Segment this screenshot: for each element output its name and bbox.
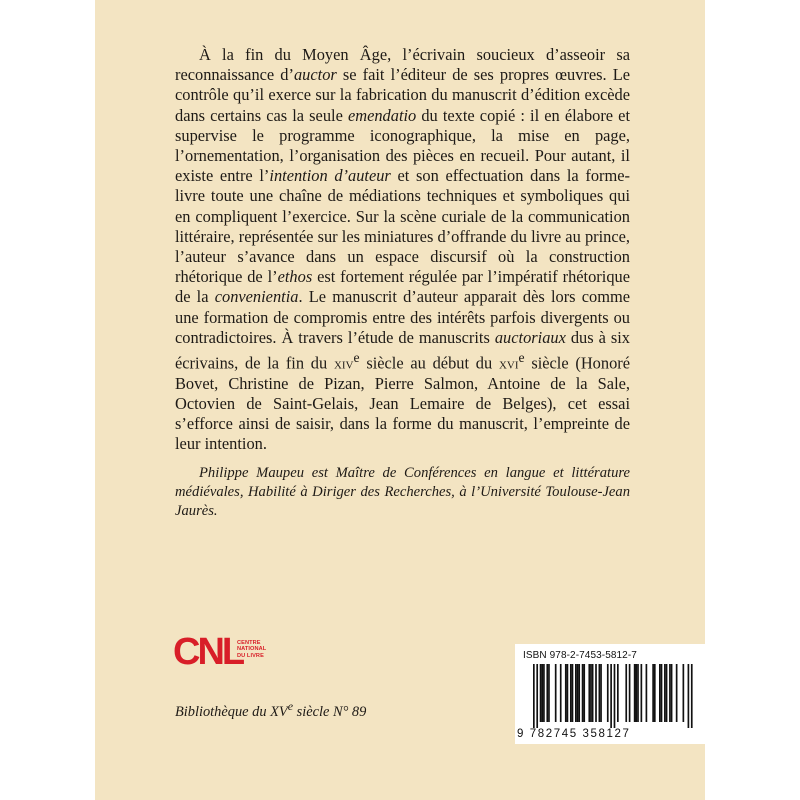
cnl-logo-line: CENTRE bbox=[237, 640, 261, 646]
ean-number: 9 782745 358127 bbox=[517, 728, 631, 740]
barcode-bar bbox=[635, 664, 637, 722]
series-number: siècle N° 89 bbox=[293, 703, 367, 720]
cnl-logo-caption bbox=[237, 640, 277, 659]
barcode-bar bbox=[654, 664, 656, 722]
cnl-logo-mark: CNL bbox=[173, 631, 243, 673]
barcode-bar bbox=[575, 664, 577, 722]
blurb-italic-term: emendatio bbox=[347, 105, 417, 125]
barcode-bar bbox=[578, 664, 580, 722]
barcode-bar bbox=[595, 664, 597, 722]
blurb-italic-term: ethos bbox=[277, 267, 313, 287]
barcode-bar bbox=[583, 664, 585, 722]
blurb-italic-term: auctor bbox=[293, 65, 337, 85]
blurb-text: À la fin du Moyen Âge, l’écrivain soucieux d’asseoir sa reconnaissance d’ bbox=[175, 45, 630, 85]
barcode-bar bbox=[676, 664, 678, 722]
barcode-bar bbox=[652, 664, 654, 722]
barcode-bar bbox=[607, 664, 609, 722]
century-numeral: xiv bbox=[333, 353, 354, 373]
author-bio-text: Philippe Maupeu est Maître de Conférences en langue et littérature médiévales, Habilité à Diriger des Recherches, à l’Université Toulouse-Jean Jaurès. bbox=[175, 465, 630, 519]
book-back-cover bbox=[95, 0, 705, 800]
isbn-number: ISBN 978-2-7453-5812-7 bbox=[523, 650, 637, 661]
barcode-bar bbox=[664, 664, 666, 722]
barcode-bar bbox=[582, 664, 584, 722]
blurb-text: du texte copié : il en élabore et supervise le programme iconographique, la mise en page, l’ornementation, l’organisation des pièces en recueil. Pour autant, il existe entre l’ bbox=[175, 105, 630, 186]
century-superscript: e bbox=[353, 350, 360, 366]
barcode-bar bbox=[533, 664, 535, 728]
blurb-text: . Le manuscrit d’auteur apparait dès lors comme une formation de compromis entre des intérêts parfois divergents ou contradictoires. À travers l’étude de manuscrits bbox=[175, 287, 630, 347]
barcode-bar bbox=[570, 664, 572, 722]
blurb-text: et son effectuation dans la forme-livre toute une chaîne de médiations techniques et symboliques qui en compliquent l’exercice. Sur la scène curiale de la communication littéraire, représentée sur les miniatures d’offrande du livre au prince, l’auteur s’avance dans un espace discursif où la construction rhétorique de l’ bbox=[175, 166, 630, 287]
barcode-bar bbox=[590, 664, 592, 722]
barcode-bar bbox=[625, 664, 627, 722]
barcode-bar bbox=[617, 664, 619, 722]
barcode-bar bbox=[577, 664, 579, 722]
barcode-bar bbox=[548, 664, 550, 722]
barcode-bar bbox=[540, 664, 542, 722]
series-name bbox=[175, 699, 366, 721]
blurb-italic-term: auctoriaux bbox=[494, 327, 566, 347]
blurb-text: est fortement régulée par l’impératif rhétorique de la bbox=[175, 267, 630, 307]
isbn-barcode-panel bbox=[515, 644, 705, 744]
back-cover-blurb bbox=[175, 45, 630, 455]
barcode-bar bbox=[637, 664, 639, 722]
barcode-bar bbox=[661, 664, 663, 722]
barcode-bar bbox=[543, 664, 545, 722]
barcode-bar bbox=[600, 664, 602, 722]
barcode-bar bbox=[691, 664, 693, 728]
ean-barcode-icon bbox=[523, 664, 699, 728]
century-superscript: e bbox=[518, 350, 525, 366]
barcode-bar bbox=[555, 664, 557, 722]
barcode-bar bbox=[541, 664, 543, 722]
barcode-bar bbox=[634, 664, 636, 722]
barcode-bar bbox=[629, 664, 631, 722]
blurb-italic-term: convenientia bbox=[214, 287, 299, 307]
barcode-bar bbox=[572, 664, 574, 722]
barcode-bar bbox=[536, 664, 538, 728]
century-numeral: xvi bbox=[498, 353, 519, 373]
blurb-italic-term: intention d’auteur bbox=[269, 166, 391, 186]
blurb-text: siècle au début du bbox=[359, 353, 499, 373]
cnl-logo-line: DU LIVRE bbox=[237, 652, 264, 659]
barcode-bar bbox=[599, 664, 601, 722]
barcode-bar bbox=[560, 664, 562, 722]
series-superscript: e bbox=[287, 699, 294, 713]
series-prefix: Bibliothèque du XV bbox=[175, 703, 288, 720]
barcode-bar bbox=[669, 664, 671, 722]
blurb-text: siècle (Honoré Bovet, Christine de Pizan, Pierre Salmon, Antoine de la Sale, Octovien de Saint-Gelais, Jean Lemaire de Belges), cet essai s’efforce ainsi de saisir, dans la forme du manuscrit, l’empreinte de leur intention. bbox=[175, 353, 630, 454]
barcode-bar bbox=[592, 664, 594, 722]
blurb-text: dus à six écrivains, de la fin du bbox=[175, 327, 630, 373]
barcode-bar bbox=[646, 664, 648, 722]
barcode-bar bbox=[610, 664, 612, 728]
barcode-bar bbox=[641, 664, 643, 722]
cnl-logo-line: NATIONAL bbox=[237, 646, 267, 653]
cnl-logo bbox=[173, 632, 269, 676]
barcode-bar bbox=[588, 664, 590, 722]
barcode-bar bbox=[671, 664, 673, 722]
blurb-paragraph bbox=[175, 45, 630, 455]
barcode-bar bbox=[666, 664, 668, 722]
barcode-bar bbox=[683, 664, 685, 722]
barcode-bar bbox=[565, 664, 567, 722]
barcode-bar bbox=[614, 664, 616, 728]
barcode-bar bbox=[688, 664, 690, 728]
author-bio bbox=[175, 464, 630, 521]
barcode-bar bbox=[659, 664, 661, 722]
barcode-bar bbox=[567, 664, 569, 722]
barcode-bar bbox=[546, 664, 548, 722]
blurb-text: se fait l’éditeur de ses propres œuvres. Le contrôle qu’il exerce sur la fabrication du manuscrit d’édition excède dans certains cas la seule bbox=[175, 65, 630, 125]
